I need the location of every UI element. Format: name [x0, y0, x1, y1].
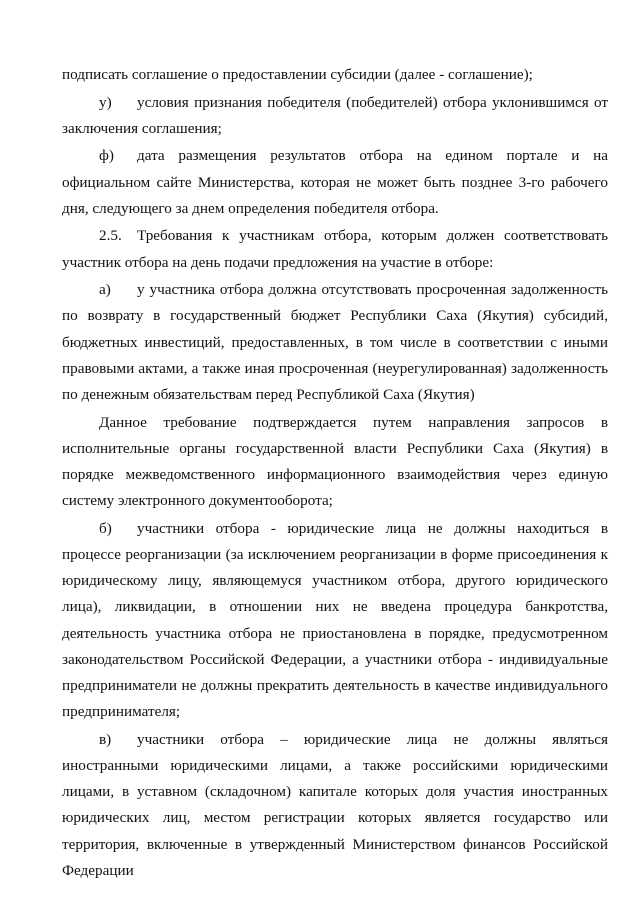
- paragraph-text: участники отбора - юридические лица не должны находиться в процессе реорганизации (за исключением реорганизации в форме присоединения к юридическому лицу, являющемуся участником отбора, другого юридического лица), ликвидации, в отношении них не введена процедура банкротства, деятельность участника отбора не приостановлена в порядке, предусмотренном законодательством Российской Федерации, а участники отбора - индивидуальные предприниматели не должны прекратить деятельность в качестве индивидуального предпринимателя;: [62, 519, 608, 721]
- list-marker: ф): [99, 147, 114, 165]
- paragraph-item-f: [62, 143, 608, 222]
- paragraph-text: Данное требование подтверждается путем направления запросов в исполнительные органы государственной власти Республики Саха (Якутия) в порядке межведомственного информационного взаимодействия через единую систему электронного документооборота;: [62, 413, 608, 510]
- document-body: [62, 62, 608, 885]
- paragraph-text: условия признания победителя (победителей) отбора уклонившимся от заключения соглашения;: [62, 93, 608, 137]
- paragraph-item-u: [62, 90, 608, 142]
- paragraph-section-2-5: [62, 223, 608, 275]
- list-marker: в): [99, 730, 112, 748]
- paragraph-text: Требования к участникам отбора, которым должен соответствовать участник отбора на день подачи предложения на участие в отборе:: [62, 227, 608, 271]
- paragraph-continuation: [62, 62, 608, 88]
- list-marker: а): [99, 281, 111, 299]
- paragraph-item-v: [62, 727, 608, 884]
- paragraph-item-b: [62, 516, 608, 726]
- paragraph-text: подписать соглашение о предоставлении субсидии (далее - соглашение);: [62, 66, 533, 83]
- paragraph-text: дата размещения результатов отбора на едином портале и на официальном сайте Министерства, которая не может быть позднее 3-го рабочего дня, следующего за днем определения победителя отбора.: [62, 147, 608, 217]
- paragraph-text: участники отбора – юридические лица не должны являться иностранными юридическими лицами, а также российскими юридическими лицами, в уставном (складочном) капитале которых доля участия иностранных юридических лиц, местом регистрации которых является государство или территория, включенные в утвержденный Министерством финансов Российской Федерации: [62, 730, 608, 879]
- paragraph-requirement-note: [62, 410, 608, 515]
- paragraph-text: у участника отбора должна отсутствовать просроченная задолженность по возврату в государственный бюджет Республики Саха (Якутия) субсидий, бюджетных инвестиций, предоставленных, в том числе в соответствии с иными правовыми актами, а также иная просроченная (неурегулированная) задолженность по денежным обязательствам перед Республикой Саха (Якутия): [62, 281, 608, 403]
- list-marker: у): [99, 93, 112, 111]
- paragraph-item-a: [62, 277, 608, 408]
- list-marker: 2.5.: [99, 227, 122, 245]
- list-marker: б): [99, 519, 112, 537]
